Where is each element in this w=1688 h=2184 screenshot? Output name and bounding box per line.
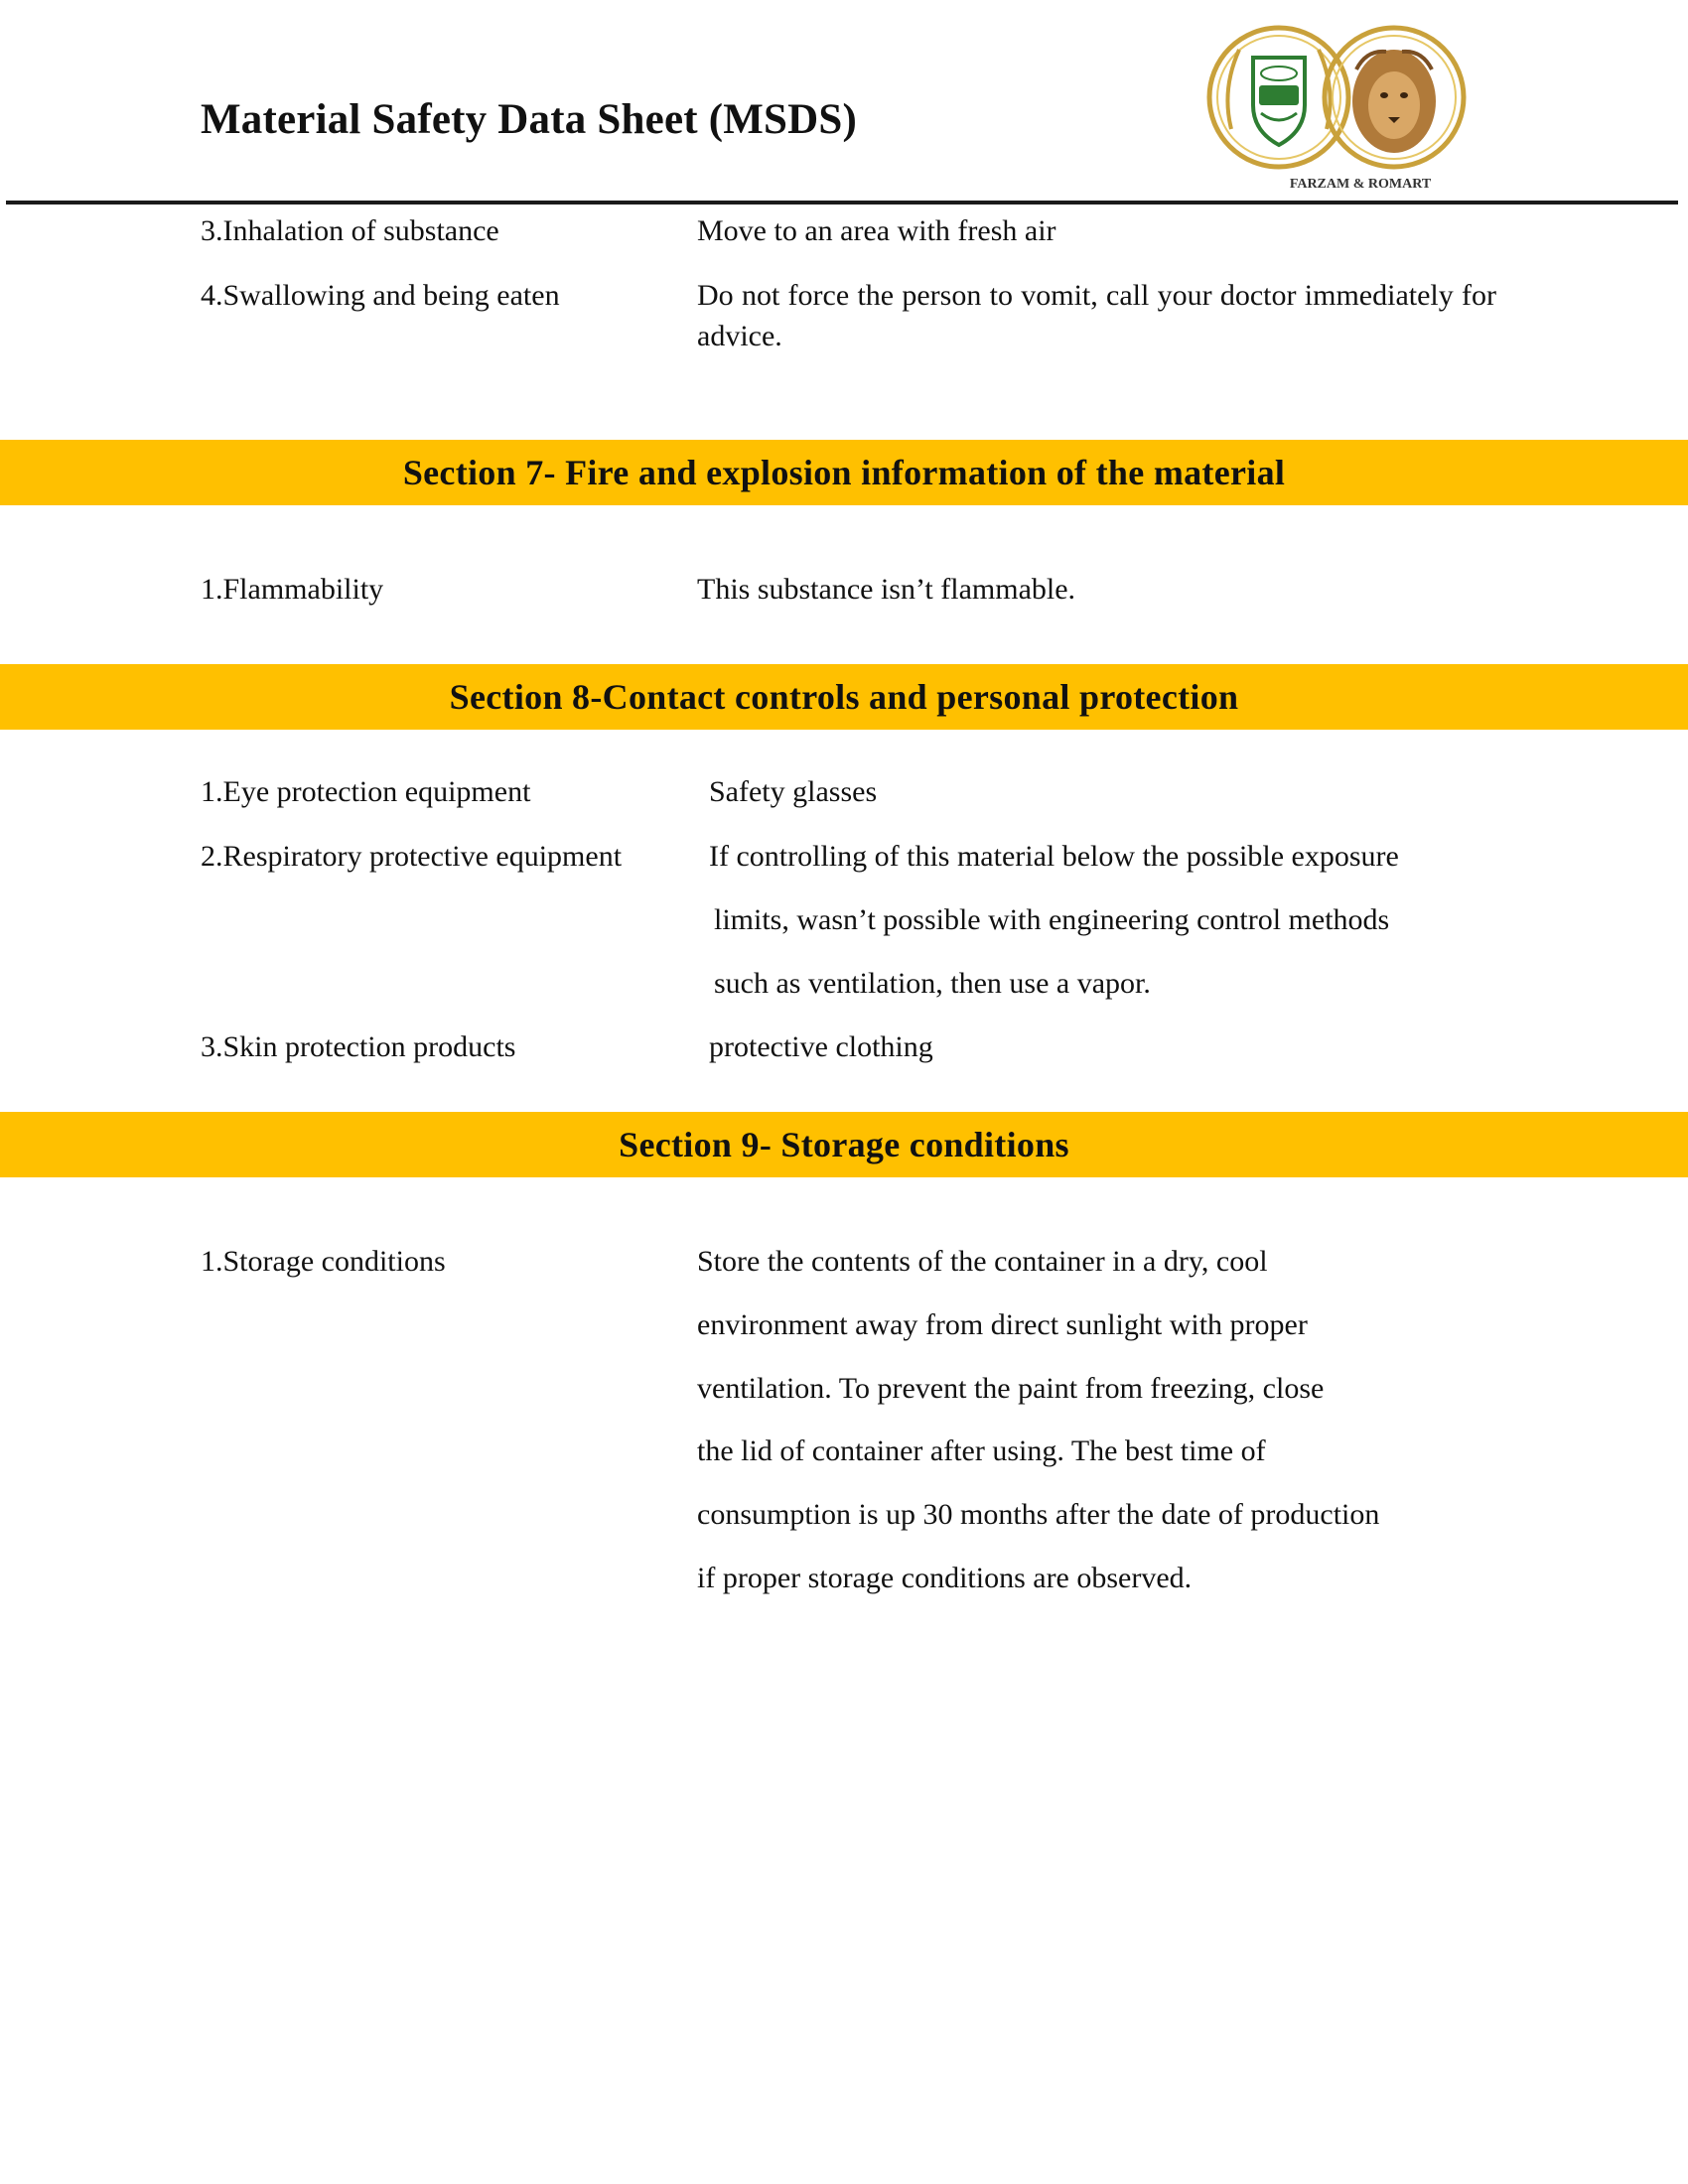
swallowing-value: Do not force the person to vomit, call your doctor immediately for advice. (697, 279, 1496, 352)
storage-value-line: the lid of container after using. The best time of (697, 1434, 1266, 1467)
skin-protection-label: 3.Skin protection products (201, 1030, 516, 1063)
section-7-banner (0, 440, 1688, 505)
section-8-banner (0, 664, 1688, 730)
storage-value-line: environment away from direct sunlight with proper (697, 1308, 1308, 1341)
page-title: Material Safety Data Sheet (MSDS) (201, 96, 858, 143)
skin-protection-value: protective clothing (709, 1030, 933, 1063)
section-9-banner (0, 1112, 1688, 1177)
logo-caption: FARZAM & ROMART (1289, 177, 1432, 192)
inhalation-label: 3.Inhalation of substance (201, 214, 499, 247)
storage-value-line: ventilation. To prevent the paint from freezing, close (697, 1372, 1325, 1405)
section-9-heading: Section 9- Storage conditions (619, 1125, 1069, 1164)
logo-graphic (1192, 10, 1479, 199)
storage-value-line: Store the contents of the container in a dry, cool (697, 1245, 1268, 1278)
inhalation-value: Move to an area with fresh air (697, 214, 1056, 247)
section-7-heading: Section 7- Fire and explosion information of the material (402, 453, 1286, 492)
eye-protection-value: Safety glasses (709, 775, 878, 808)
swallowing-label: 4.Swallowing and being eaten (201, 279, 560, 312)
storage-value-line: if proper storage conditions are observed. (697, 1562, 1193, 1594)
respiratory-value-line: limits, wasn’t possible with engineering control methods (714, 903, 1390, 936)
flammability-value: This substance isn’t flammable. (697, 573, 1076, 606)
storage-value-line: consumption is up 30 months after the date of production (697, 1498, 1380, 1531)
header-rule (6, 201, 1678, 205)
flammability-label: 1.Flammability (201, 573, 384, 606)
respiratory-label: 2.Respiratory protective equipment (201, 840, 623, 873)
respiratory-value-line: If controlling of this material below the possible exposure (709, 840, 1399, 873)
company-logo (1192, 10, 1479, 199)
storage-label: 1.Storage conditions (201, 1245, 446, 1278)
eye-protection-label: 1.Eye protection equipment (201, 775, 531, 808)
section-8-heading: Section 8-Contact controls and personal protection (449, 677, 1239, 717)
respiratory-value-line: such as ventilation, then use a vapor. (714, 967, 1151, 1000)
